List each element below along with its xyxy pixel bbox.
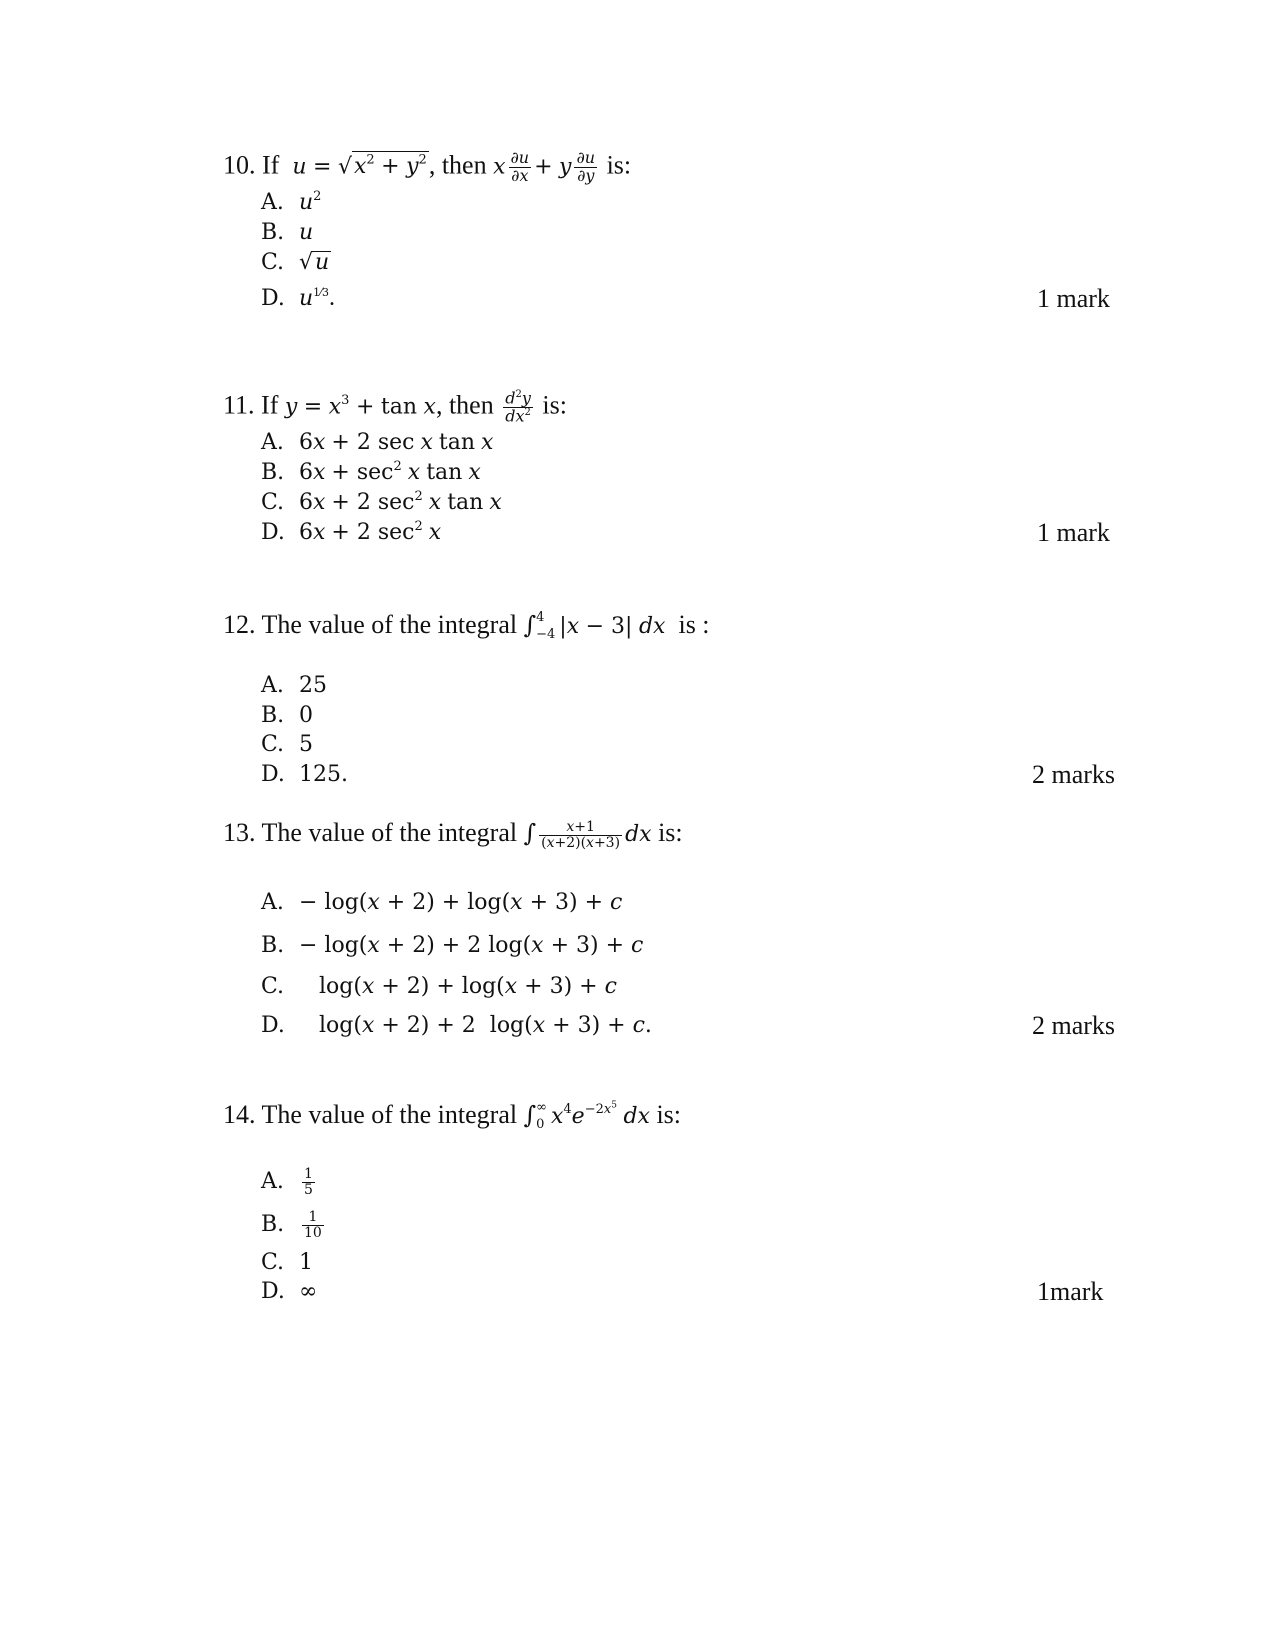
option-b: B. − log(x + 2) + 2 log(x + 3) + c [261,933,644,958]
option-b: B. u [261,220,314,245]
option-d: D. ∞ [261,1279,318,1304]
question-stem: 11. If $y = x^3 + \tan x$, then $\frac{d^2y}{dx^2}$ is: [223,388,567,426]
question-stem: 14. The value of the integral ∫ ∞ 0 $x^4e^{-2x^5}$ dx is: [223,1099,682,1132]
option-d: D. 125. [261,762,348,787]
option-b: B. $6x + \sec^2 x$ tan x [261,459,481,485]
option-c: C. 5 [261,732,313,757]
option-c: C. 6x + 2 $\sec^2 x$ tan x [261,489,502,515]
option-a: A. 6x + 2 sec x tan x [261,430,494,455]
marks-label: 1 mark [1037,284,1110,313]
option-c: C. √u [261,250,330,275]
question-stem: 10. If $u = √x^2 + y^2$, then x $\frac{\partial u}{\partial x}$ + y $\frac{\partial u}{\partial y}$ is: [223,148,632,185]
option-d: D. 6x + 2 $\sec^2 x$ [261,519,442,545]
option-a: A. 25 [261,673,327,698]
option-b: B. 0 [261,703,313,728]
question-stem: 13. The value of the integral ∫ $\frac{x+1}{(x+2)(x+3)}$ dx is: [223,818,683,851]
marks-label: 2 marks [1032,1011,1116,1040]
question-stem: 12. The value of the integral ∫ 4 −4 |x − 3| dx is : [223,609,710,642]
option-a: A. − log(x + 2) + log(x + 3) + c [261,890,623,915]
marks-label: 2 marks [1032,760,1116,789]
option-a: A. $\frac{1}{5}$ [261,1166,313,1198]
option-c: C. 1 [261,1250,313,1275]
marks-label: 1 mark [1037,518,1110,547]
option-a: A. $u^2$ [261,189,322,215]
option-b: B. $\frac{1}{10}$ [261,1209,322,1241]
option-d: D. $u^{1⁄3}$. [261,285,336,311]
option-c: C. log(x + 2) + log(x + 3) + c [261,974,617,999]
option-d: D. log(x + 2) + 2 log(x + 3) + c. [261,1013,652,1038]
marks-label: 1mark [1037,1277,1104,1306]
